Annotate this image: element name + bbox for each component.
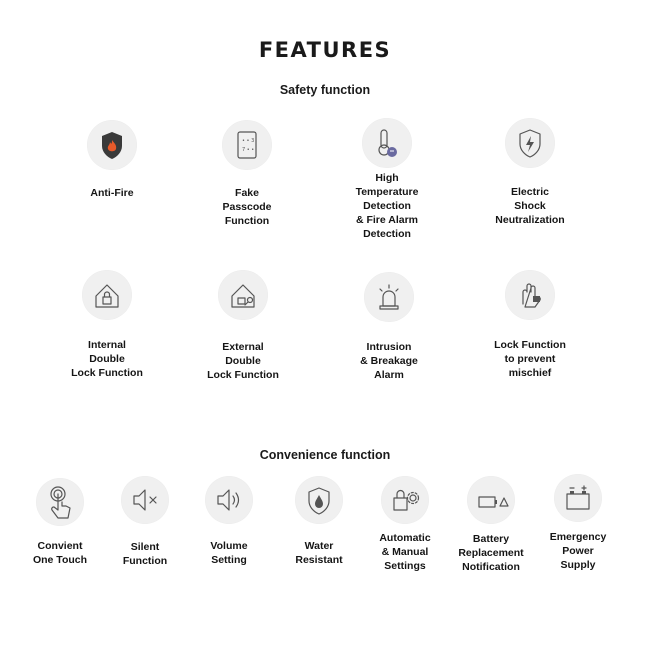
shield-drop-icon: [295, 476, 343, 524]
page-title: FEATURES: [258, 38, 392, 62]
alarm-light-icon: [364, 272, 414, 322]
feature-label: Anti-Fire: [90, 187, 134, 199]
feature-label: Automatic & Manual Settings: [379, 532, 431, 572]
feature-label: Water Resistant: [295, 540, 343, 566]
feature-label: Intrusion & Breakage Alarm: [360, 341, 418, 381]
battery-warning-icon: [467, 476, 515, 524]
feature-label: Lock Function to prevent mischief: [494, 339, 566, 379]
battery-terminal-icon: [554, 474, 602, 522]
keypad-icon: [222, 120, 272, 170]
speaker-volume-icon: [205, 476, 253, 524]
svg-text:7 • •: 7 • •: [242, 147, 255, 153]
feature-label: Internal Double Lock Function: [71, 339, 143, 379]
speaker-mute-icon: [121, 476, 169, 524]
hand-stop-icon: [505, 270, 555, 320]
house-key-icon: [218, 270, 268, 320]
feature-label: External Double Lock Function: [207, 341, 279, 381]
shield-fire-icon: [87, 120, 137, 170]
feature-label: Battery Replacement Notification: [458, 533, 524, 573]
feature-label: Electric Shock Neutralization: [495, 186, 565, 226]
feature-label: Emergency Power Supply: [549, 531, 607, 571]
feature-label: High Temperature Detection & Fire Alarm Detection: [355, 172, 419, 240]
feature-label: Convient One Touch: [32, 540, 88, 566]
feature-label: Fake Passcode Function: [222, 187, 272, 227]
thermometer-icon: [362, 118, 412, 168]
convenience-heading: Convenience function: [259, 448, 391, 462]
shield-bolt-icon: [505, 118, 555, 168]
safety-heading: Safety function: [279, 83, 371, 97]
lock-gear-icon: [381, 476, 429, 524]
svg-text:• • 3: • • 3: [242, 138, 255, 144]
feature-label: Volume Setting: [210, 540, 248, 566]
touch-hand-icon: [36, 478, 84, 526]
house-lock-icon: [82, 270, 132, 320]
feature-label: Silent Function: [122, 541, 168, 567]
